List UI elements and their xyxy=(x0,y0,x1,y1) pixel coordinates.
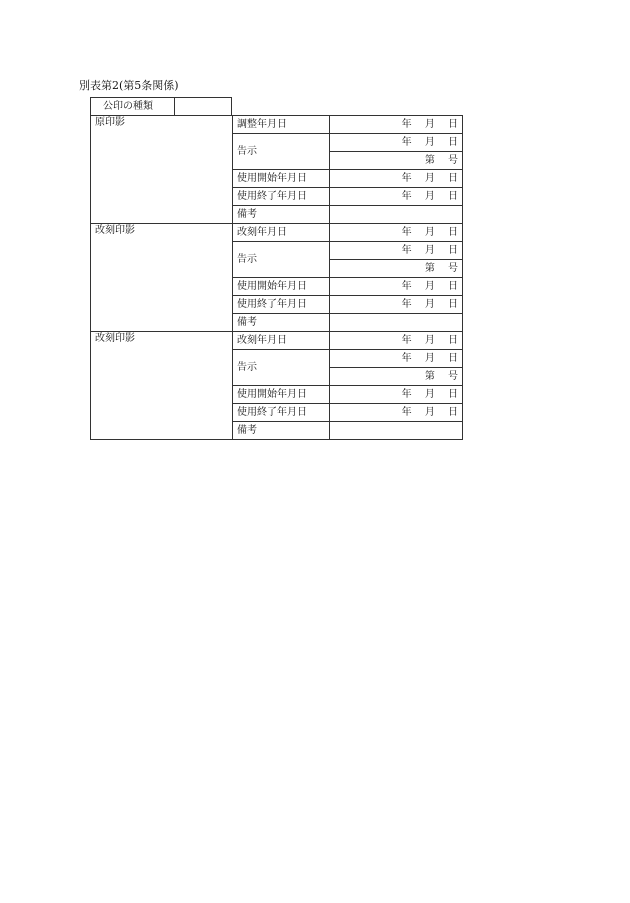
date-field: 年 月 日 xyxy=(330,134,463,152)
item-label: 備考 xyxy=(233,422,330,440)
seal-kind-label: 公印の種類 xyxy=(103,101,153,112)
item-label: 使用開始年月日 xyxy=(233,386,330,404)
item-label: 調整年月日 xyxy=(233,116,330,134)
table-row xyxy=(91,224,463,242)
seal-impression-cell: 改刻印影 xyxy=(91,224,233,332)
date-field: 年 月 日 xyxy=(330,332,463,350)
seal-impression-cell: 原印影 xyxy=(91,116,233,224)
item-label: 使用開始年月日 xyxy=(233,170,330,188)
item-label: 備考 xyxy=(233,314,330,332)
remarks-field xyxy=(330,314,463,332)
number-field: 第 号 xyxy=(330,152,463,170)
date-field: 年 月 日 xyxy=(330,386,463,404)
seal-kind-blank-cell xyxy=(175,98,231,115)
item-label: 使用終了年月日 xyxy=(233,296,330,314)
item-label: 使用終了年月日 xyxy=(233,188,330,206)
date-field: 年 月 日 xyxy=(330,350,463,368)
date-field: 年 月 日 xyxy=(330,278,463,296)
date-field: 年 月 日 xyxy=(330,188,463,206)
item-label: 改刻年月日 xyxy=(233,224,330,242)
date-field: 年 月 日 xyxy=(330,242,463,260)
date-field: 年 月 日 xyxy=(330,224,463,242)
table-row xyxy=(91,332,463,350)
table-row xyxy=(91,116,463,134)
date-field: 年 月 日 xyxy=(330,296,463,314)
item-label: 告示 xyxy=(233,242,330,278)
item-label: 改刻年月日 xyxy=(233,332,330,350)
table-caption: 別表第2(第5条関係) xyxy=(79,79,179,92)
date-field: 年 月 日 xyxy=(330,170,463,188)
seal-register-table xyxy=(90,115,463,440)
number-field: 第 号 xyxy=(330,368,463,386)
item-label: 使用終了年月日 xyxy=(233,404,330,422)
seal-impression-cell: 改刻印影 xyxy=(91,332,233,440)
item-label: 告示 xyxy=(233,134,330,170)
date-field: 年 月 日 xyxy=(330,116,463,134)
item-label: 備考 xyxy=(233,206,330,224)
item-label: 告示 xyxy=(233,350,330,386)
date-field: 年 月 日 xyxy=(330,404,463,422)
remarks-field xyxy=(330,422,463,440)
number-field: 第 号 xyxy=(330,260,463,278)
remarks-field xyxy=(330,206,463,224)
item-label: 使用開始年月日 xyxy=(233,278,330,296)
seal-kind-header xyxy=(90,97,232,115)
